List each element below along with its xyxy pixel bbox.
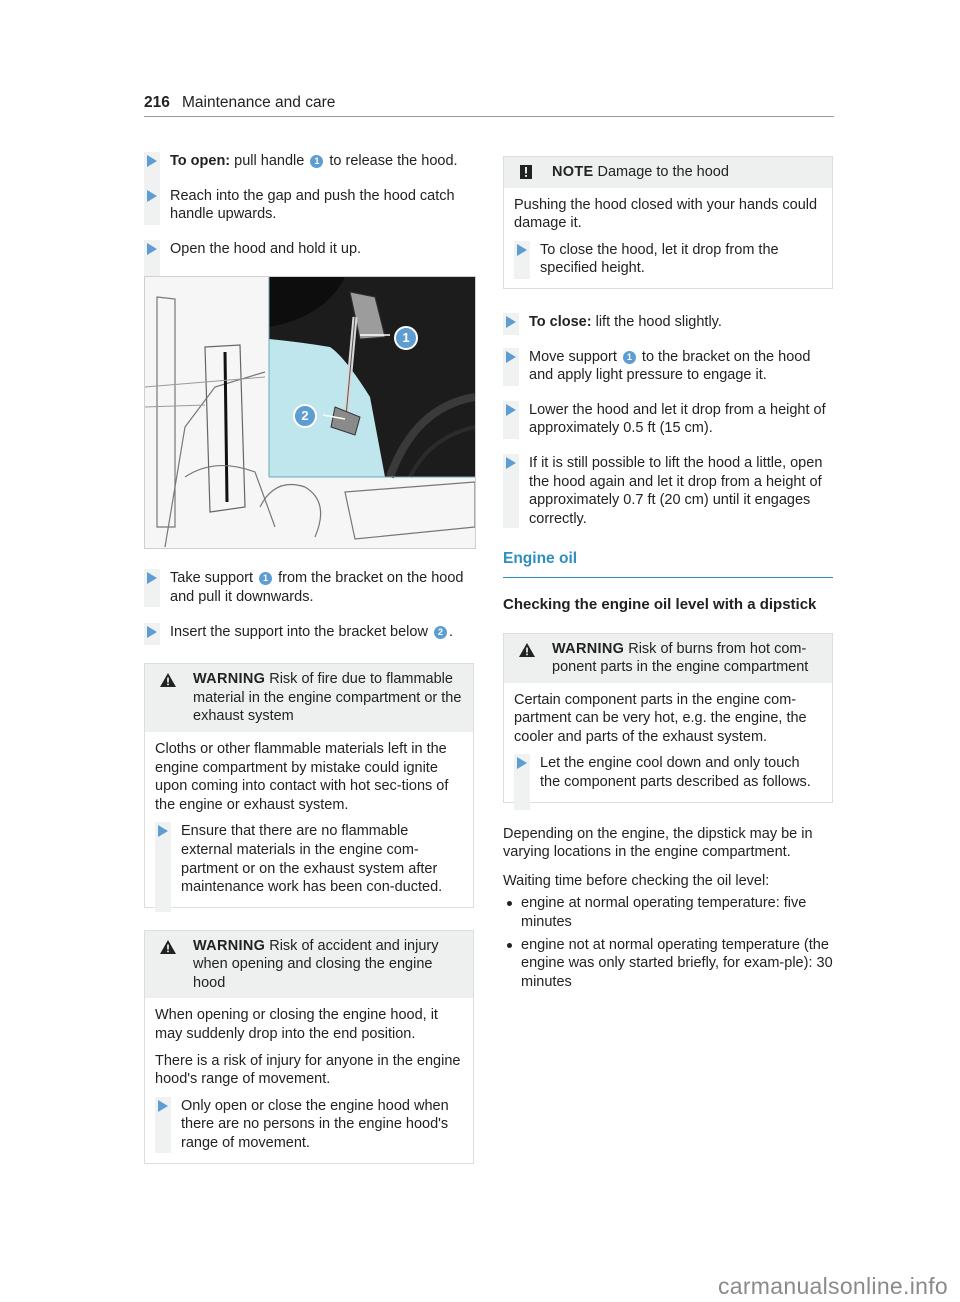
- step-reach-catch: Reach into the gap and push the hood catch handle upwards.: [144, 187, 474, 224]
- warning-header: WARNING Risk of fire due to flammable material in the engine compartment or the exhaust system: [145, 664, 473, 732]
- warning-triangle-icon: [159, 939, 177, 955]
- step-hold-hood: Open the hood and hold it up.: [144, 240, 474, 259]
- page-title: Maintenance and care: [182, 94, 336, 111]
- step-arrow-icon: [155, 1097, 171, 1153]
- step-arrow-icon: [144, 240, 160, 278]
- warning-body: Certain component parts in the engine com-partment can be very hot, e.g. the engine, the cooler and parts of the exhaust system.: [514, 691, 807, 745]
- note-step: To close the hood, let it drop from the specified height.: [514, 241, 822, 278]
- page-header: [144, 94, 834, 117]
- step-arrow-icon: [503, 401, 519, 439]
- step-arrow-icon: [144, 623, 160, 645]
- hood-support-illustration: [144, 276, 476, 549]
- step-open: To open: pull handle 1 to release the hood.: [144, 152, 474, 171]
- step-arrow-icon: [155, 822, 171, 912]
- step-take-support: Take support 1 from the bracket on the hood and pull it downwards.: [144, 569, 474, 606]
- callout-1-icon: 1: [259, 572, 272, 585]
- sub-title: Checking the engine oil level with a dipstick: [503, 595, 817, 613]
- step-arrow-icon: [144, 187, 160, 225]
- step-arrow-icon: [144, 152, 160, 190]
- warning-body: There is a risk of injury for anyone in the engine hood's range of movement.: [155, 1052, 461, 1088]
- figure-callout-2-icon: 2: [293, 404, 317, 428]
- warning-triangle-icon: [518, 642, 536, 658]
- step-arrow-icon: [514, 241, 530, 279]
- step-arrow-icon: [503, 348, 519, 386]
- list-item: engine at normal operating temperature: five minutes: [503, 894, 833, 931]
- waiting-time-paragraph: Waiting time before checking the oil level:: [503, 872, 770, 889]
- page-number: 216: [144, 94, 170, 111]
- step-arrow-icon: [503, 454, 519, 528]
- warning-triangle-icon: [159, 672, 177, 688]
- step-to-close: To close: lift the hood slightly.: [503, 313, 833, 332]
- dipstick-paragraph: Depending on the engine, the dipstick may be in varying locations in the engine compartment.: [503, 825, 813, 861]
- note-hood-box: [503, 156, 833, 289]
- watermark: carmanualsonline.info: [717, 1273, 948, 1300]
- warning-step: Let the engine cool down and only touch the component parts described as follows.: [514, 754, 822, 791]
- step-lift-again: If it is still possible to lift the hood a little, open the hood again and let it drop from a height of approximately 0.7 ft (20 cm) until it engages correctly.: [503, 454, 833, 528]
- warning-accident-box: [144, 930, 474, 1164]
- step-arrow-icon: [144, 569, 160, 607]
- warning-body: When opening or closing the engine hood, it may suddenly drop into the end position.: [155, 1007, 438, 1043]
- exclamation-icon: [520, 165, 532, 179]
- warning-body: Cloths or other flammable materials left in the engine compartment by mistake could ignite upon coming into contact with hot sec-tions of the engine or exhaust system.: [155, 740, 449, 813]
- section-title: Engine oil: [503, 550, 833, 578]
- list-item: engine not at normal operating temperature (the engine was only started briefly, for exam-ple): 30 minutes: [503, 936, 833, 992]
- callout-1-icon: 1: [310, 155, 323, 168]
- warning-burns-box: [503, 633, 833, 803]
- note-header: NOTE Damage to the hood: [504, 157, 832, 188]
- callout-2-icon: 2: [434, 626, 447, 639]
- step-move-support: Move support 1 to the bracket on the hood and apply light pressure to engage it.: [503, 348, 833, 385]
- warning-fire-box: [144, 663, 474, 908]
- warning-header: WARNING Risk of burns from hot com-ponent parts in the engine compartment: [504, 634, 832, 683]
- callout-1-icon: 1: [623, 351, 636, 364]
- note-body: Pushing the hood closed with your hands could damage it.: [514, 196, 818, 232]
- figure-callout-1-icon: 1: [394, 326, 418, 350]
- warning-step: Ensure that there are no flammable external materials in the engine com-partment or on the exhaust system after maintenance work has been con-ducted.: [155, 822, 463, 896]
- step-arrow-icon: [514, 754, 530, 810]
- warning-header: WARNING Risk of accident and injury when opening and closing the engine hood: [145, 931, 473, 999]
- step-arrow-icon: [503, 313, 519, 335]
- warning-step: Only open or close the engine hood when there are no persons in the engine hood's range of movement.: [155, 1097, 463, 1153]
- step-lower-hood: Lower the hood and let it drop from a height of approximately 0.5 ft (15 cm).: [503, 401, 833, 438]
- step-insert-support: Insert the support into the bracket below 2 .: [144, 623, 474, 642]
- left-column: [144, 152, 474, 1180]
- right-column: [503, 152, 833, 995]
